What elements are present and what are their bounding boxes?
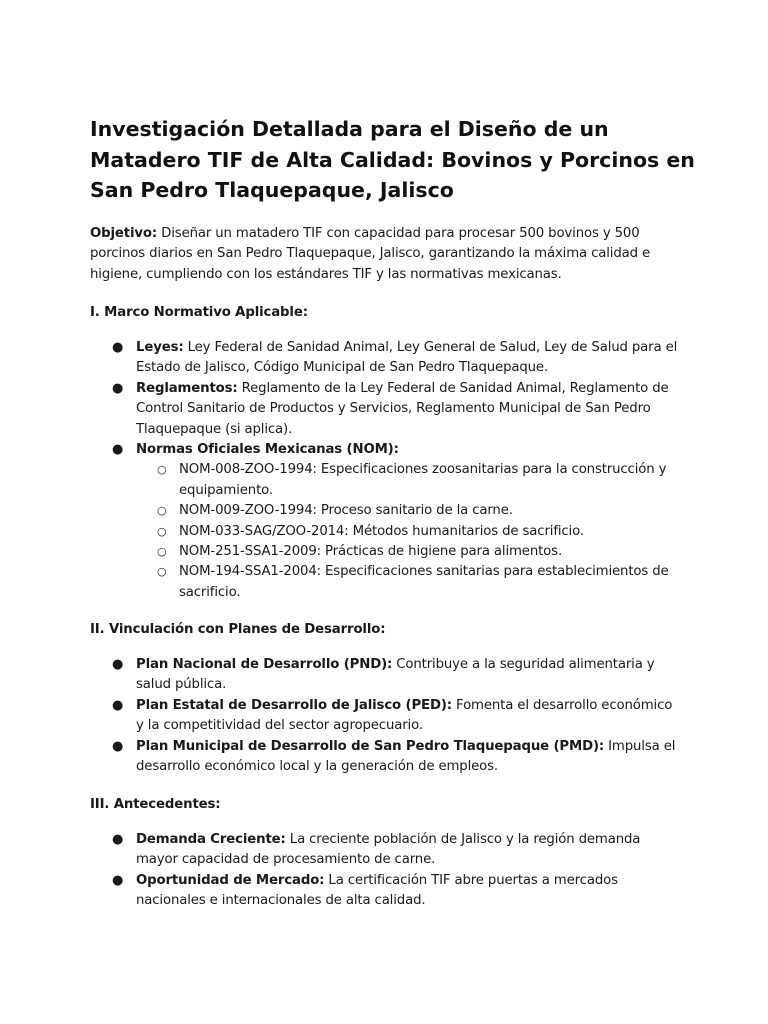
item-text: La certificación TIF abre puertas a mercados nacionales e internacionales de alta calidad. <box>136 872 618 909</box>
list-item <box>112 655 682 696</box>
item-label: Plan Nacional de Desarrollo (PND): <box>136 657 393 672</box>
bullet-icon: ● <box>112 738 124 754</box>
bullet-icon: ● <box>112 442 124 458</box>
list-item <box>112 737 682 778</box>
bullet-icon: ● <box>112 657 124 672</box>
circle-bullet-icon: ○ <box>157 565 167 579</box>
circle-bullet-icon: ○ <box>157 524 167 538</box>
list-item <box>112 830 682 871</box>
list-item <box>112 440 682 603</box>
item-text: Ley Federal de Sanidad Animal, Ley General de Salud, Ley de Salud para el Estado de Jalisco, Código Municipal de San Pedro Tlaquepaque. <box>136 340 678 376</box>
section-heading-marco-normativo: I. Marco Normativo Aplicable: <box>90 305 308 320</box>
sub-item-text: NOM-251-SSA1-2009: Prácticas de higiene para alimentos. <box>179 544 563 560</box>
section-list-planes-desarrollo <box>112 655 682 777</box>
sub-list-item <box>157 501 682 521</box>
sub-item-text: NOM-008-ZOO-1994: Especificaciones zoosanitarias para la construcción y equipamiento. <box>179 462 667 498</box>
item-text: Fomenta el desarrollo económico y la competitividad del sector agropecuario. <box>136 697 673 734</box>
section-list-antecedentes <box>112 830 682 912</box>
item-label: Plan Municipal de Desarrollo de San Pedro Tlaquepaque (PMD): <box>136 738 605 754</box>
sub-list-item <box>157 460 682 501</box>
list-item <box>112 696 682 737</box>
bullet-icon: ● <box>112 380 124 396</box>
sub-item-text: NOM-194-SSA1-2004: Especificaciones sanitarias para establecimientos de sacrificio. <box>179 564 669 600</box>
section-heading-antecedentes: III. Antecedentes: <box>90 797 221 812</box>
item-label: Reglamentos: <box>136 380 238 396</box>
sub-list-item <box>157 522 682 542</box>
item-text: Impulsa el desarrollo económico local y la generación de empleos. <box>136 738 676 775</box>
section-heading-planes-desarrollo: II. Vinculación con Planes de Desarrollo: <box>90 622 386 637</box>
item-text: La creciente población de Jalisco y la región demanda mayor capacidad de procesamiento de carne. <box>136 832 641 868</box>
section-list-marco-normativo <box>112 338 682 603</box>
objective-label: Objetivo: <box>90 226 158 241</box>
item-label: Leyes: <box>136 340 184 355</box>
bullet-icon: ● <box>112 697 124 713</box>
sub-list-item <box>157 542 682 562</box>
sub-item-text: NOM-033-SAG/ZOO-2014: Métodos humanitarios de sacrificio. <box>179 523 584 539</box>
item-label: Oportunidad de Mercado: <box>136 872 325 888</box>
sub-list-item <box>157 562 682 603</box>
list-item <box>112 871 682 912</box>
item-label: Plan Estatal de Desarrollo de Jalisco (PED): <box>136 697 452 713</box>
objective-text: Diseñar un matadero TIF con capacidad para procesar 500 bovinos y 500 porcinos diarios en San Pedro Tlaquepaque, Jalisco, garantizando la máxima calidad e higiene, cumpliendo con los estándares TIF y las normativas mexicanas. <box>90 226 651 282</box>
bullet-icon: ● <box>112 872 124 888</box>
circle-bullet-icon: ○ <box>157 545 167 559</box>
list-item <box>112 338 682 379</box>
sub-item-text: NOM-009-ZOO-1994: Proceso sanitario de la carne. <box>179 503 513 519</box>
circle-bullet-icon: ○ <box>157 463 167 477</box>
item-label: Demanda Creciente: <box>136 832 286 847</box>
nom-sublist <box>157 460 682 603</box>
bullet-icon: ● <box>112 832 124 847</box>
circle-bullet-icon: ○ <box>157 504 167 518</box>
item-label: Normas Oficiales Mexicanas (NOM): <box>136 442 399 458</box>
document-title: Investigación Detallada para el Diseño de un Matadero TIF de Alta Calidad: Bovinos y Porcinos en San Pedro Tlaquepaque, Jalisco <box>90 117 695 202</box>
list-item <box>112 379 682 440</box>
item-text: Reglamento de la Ley Federal de Sanidad Animal, Reglamento de Control Sanitario de Productos y Servicios, Reglamento Municipal de San Pedro Tlaquepaque (si aplica). <box>136 380 669 437</box>
bullet-icon: ● <box>112 340 124 355</box>
item-text: Contribuye a la seguridad alimentaria y salud pública. <box>136 657 655 693</box>
objective-paragraph <box>90 224 690 285</box>
